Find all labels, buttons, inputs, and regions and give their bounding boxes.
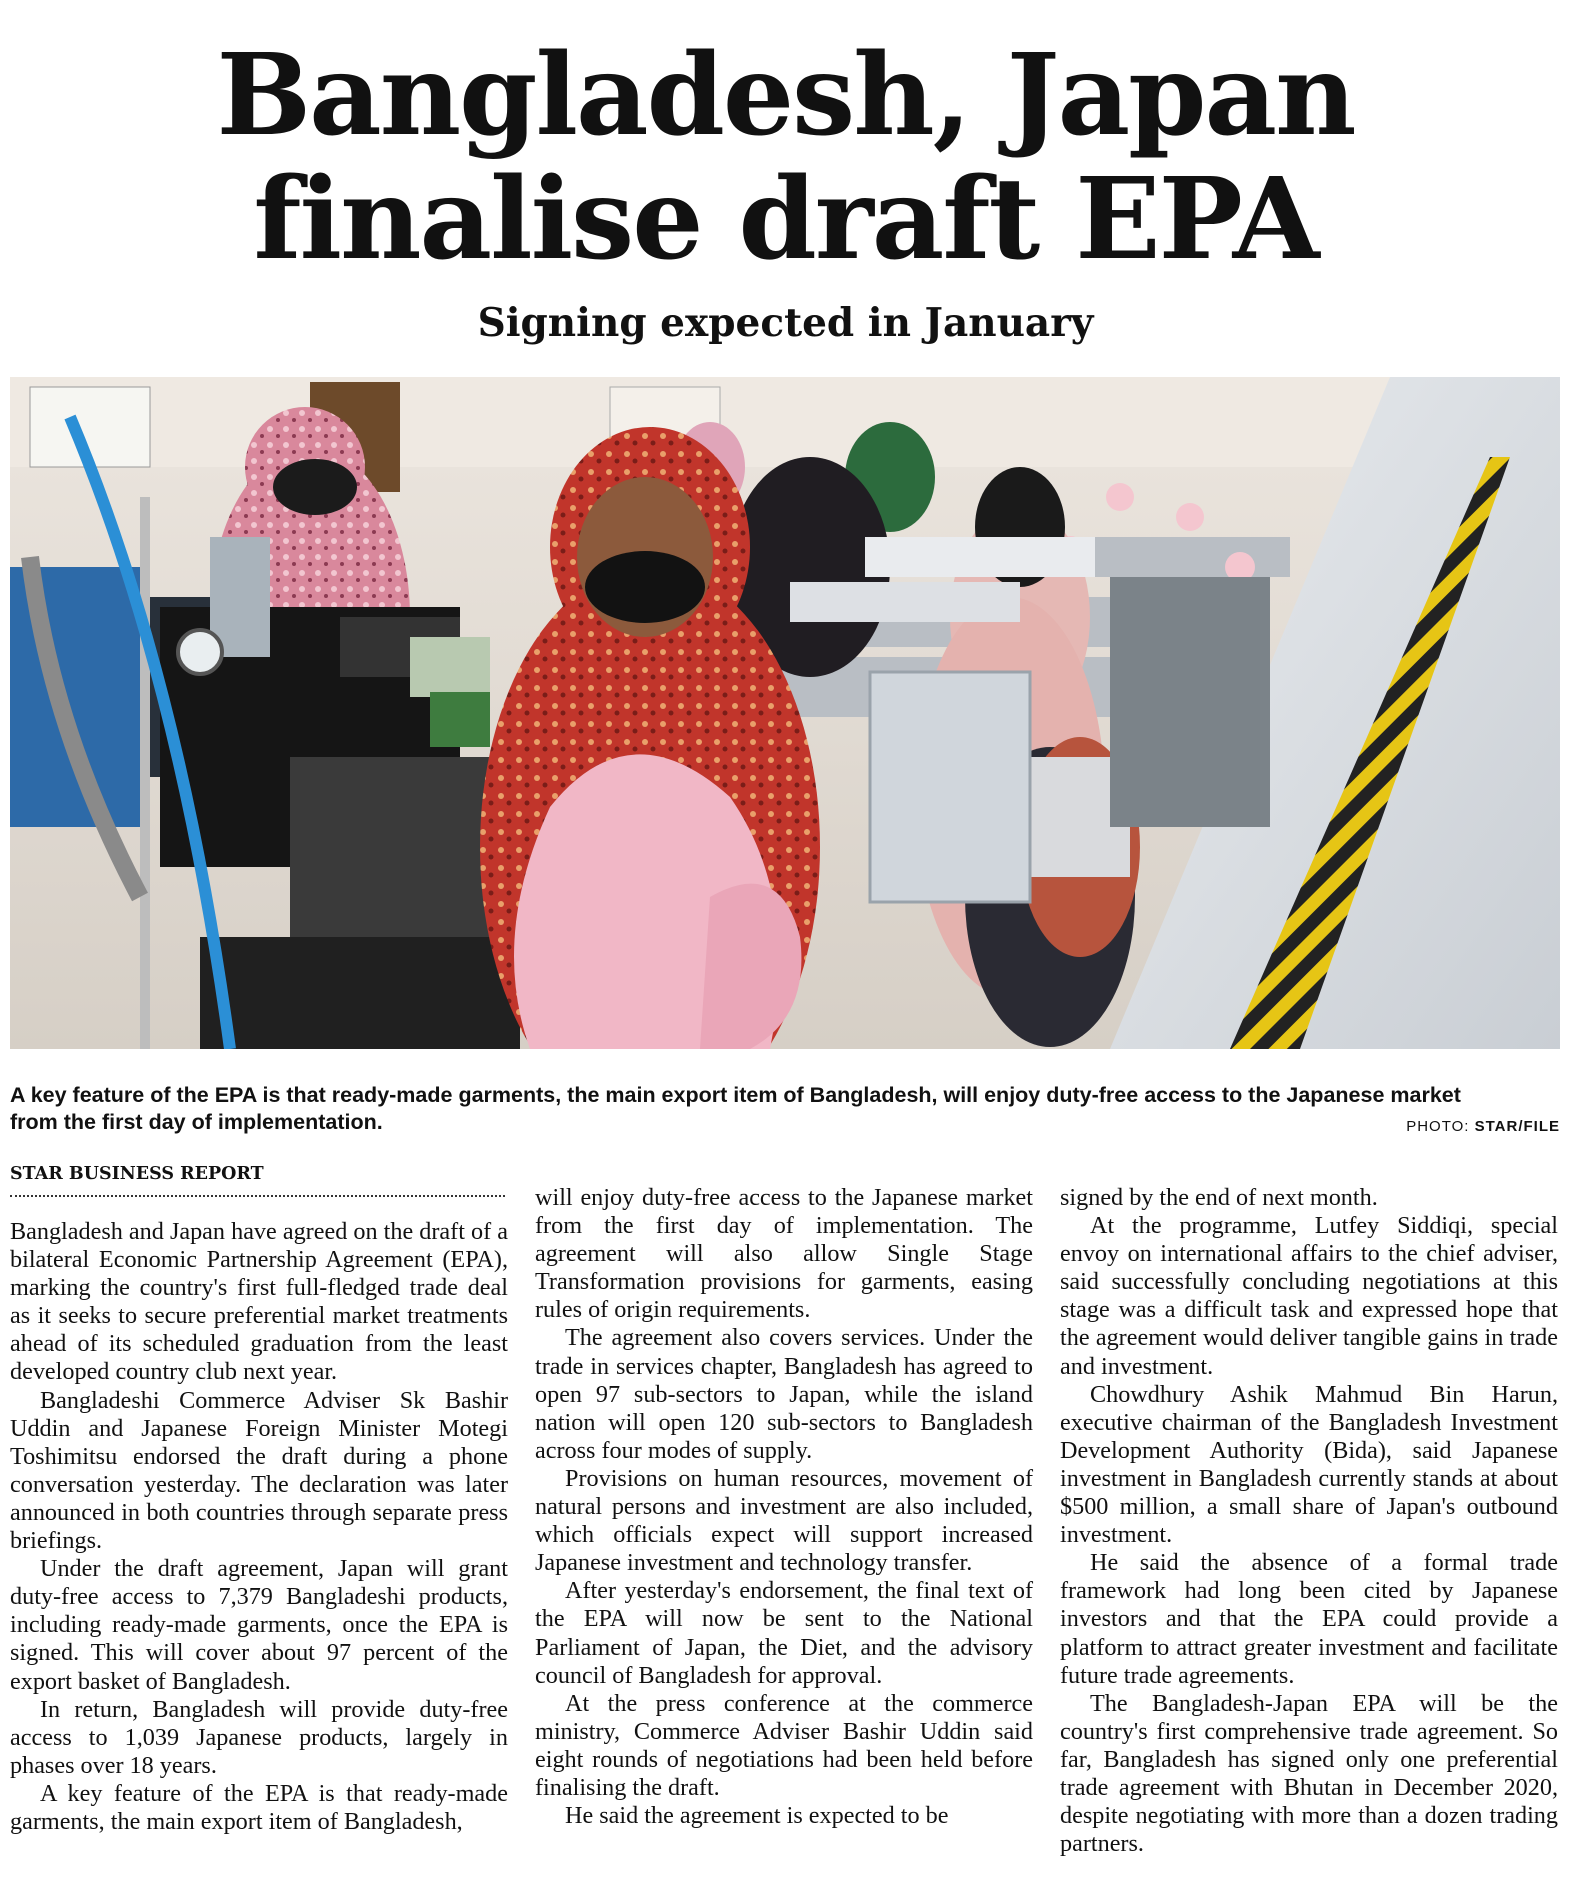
byline: STAR BUSINESS REPORT xyxy=(10,1163,505,1197)
headline-line-1: Bangladesh, Japan xyxy=(216,30,1355,161)
paragraph: Under the draft agreement, Japan will grant duty-free access to 7,379 Bangladeshi products, including ready-made garments, once the EPA is signed. This will cover about 97 percent of the export basket of Bangladesh. xyxy=(10,1555,508,1695)
article-column-3 xyxy=(1060,1184,1558,1858)
garment-factory-photo-icon xyxy=(10,377,1560,1049)
paragraph: will enjoy duty-free access to the Japanese market from the first day of implementation. The agreement will also allow Single Stage Transformation provisions for garments, easing rules of origin requirements. xyxy=(535,1184,1033,1324)
photo-credit-label: PHOTO: xyxy=(1406,1118,1475,1135)
paragraph: In return, Bangladesh will provide duty-free access to 1,039 Japanese products, largely in phases over 18 years. xyxy=(10,1695,508,1779)
paragraph: Provisions on human resources, movement of natural persons and investment are also included, which officials expect will support increased Japanese investment and technology transfer. xyxy=(535,1464,1033,1577)
paragraph: The Bangladesh-Japan EPA will be the country's first comprehensive trade agreement. So far, Bangladesh has signed only one preferential trade agreement with Bhutan in December 2020, despite negotiating with more than a dozen trading partners. xyxy=(1060,1689,1558,1858)
paragraph: The agreement also covers services. Under the trade in services chapter, Bangladesh has agreed to open 97 sub-sectors to Japan, while the island nation will open 120 sub-sectors to Bangladesh across four modes of supply. xyxy=(535,1324,1033,1464)
paragraph: Bangladesh and Japan have agreed on the draft of a bilateral Economic Partnership Agreement (EPA), marking the country's first full-fledged trade deal as it seeks to secure preferential market treatments ahead of its scheduled graduation from the least developed country club next year. xyxy=(10,1218,508,1386)
paragraph: Chowdhury Ashik Mahmud Bin Harun, executive chairman of the Bangladesh Investment Development Authority (Bida), said Japanese investment in Bangladesh currently stands at about $500 million, a small share of Japan's outbound investment. xyxy=(1060,1380,1558,1549)
article-column-1 xyxy=(10,1218,508,1836)
paragraph: After yesterday's endorsement, the final text of the EPA will now be sent to the National Parliament of Japan, the Diet, and the advisory council of Bangladesh for approval. xyxy=(535,1577,1033,1689)
subheadline: Signing expected in January xyxy=(477,300,1094,346)
photo-credit-source: STAR/FILE xyxy=(1474,1118,1560,1135)
paragraph: signed by the end of next month. xyxy=(1060,1184,1378,1211)
article-column-2 xyxy=(535,1184,1033,1830)
headline-line-2: finalise draft EPA xyxy=(253,154,1318,285)
photo-credit xyxy=(1406,1118,1560,1135)
paragraph: At the press conference at the commerce ministry, Commerce Adviser Bashir Uddin said eight rounds of negotiations had been held before finalising the draft. xyxy=(535,1689,1033,1801)
paragraph: He said the agreement is expected to be xyxy=(565,1802,949,1830)
headline xyxy=(0,30,1571,285)
paragraph: Bangladeshi Commerce Adviser Sk Bashir Uddin and Japanese Foreign Minister Motegi Toshimitsu endorsed the draft during a phone conversation yesterday. The declaration was later announced in both countries through separate press briefings. xyxy=(10,1386,508,1555)
photo-caption: A key feature of the EPA is that ready-made garments, the main export item of Bangladesh, will enjoy duty-free access to the Japanese market from the first day of implementation. xyxy=(10,1083,1461,1134)
garment-factory-photo xyxy=(10,377,1560,1049)
paragraph: He said the absence of a formal trade framework had long been cited by Japanese investors and that the EPA could provide a platform to attract greater investment and facilitate future trade agreements. xyxy=(1060,1549,1558,1689)
paragraph: A key feature of the EPA is that ready-made garments, the main export item of Bangladesh, xyxy=(10,1779,508,1835)
paragraph: At the programme, Lutfey Siddiqi, special envoy on international affairs to the chief adviser, said successfully concluding negotiations at this stage was a difficult task and expressed hope that the agreement would deliver tangible gains in trade and investment. xyxy=(1060,1212,1558,1380)
